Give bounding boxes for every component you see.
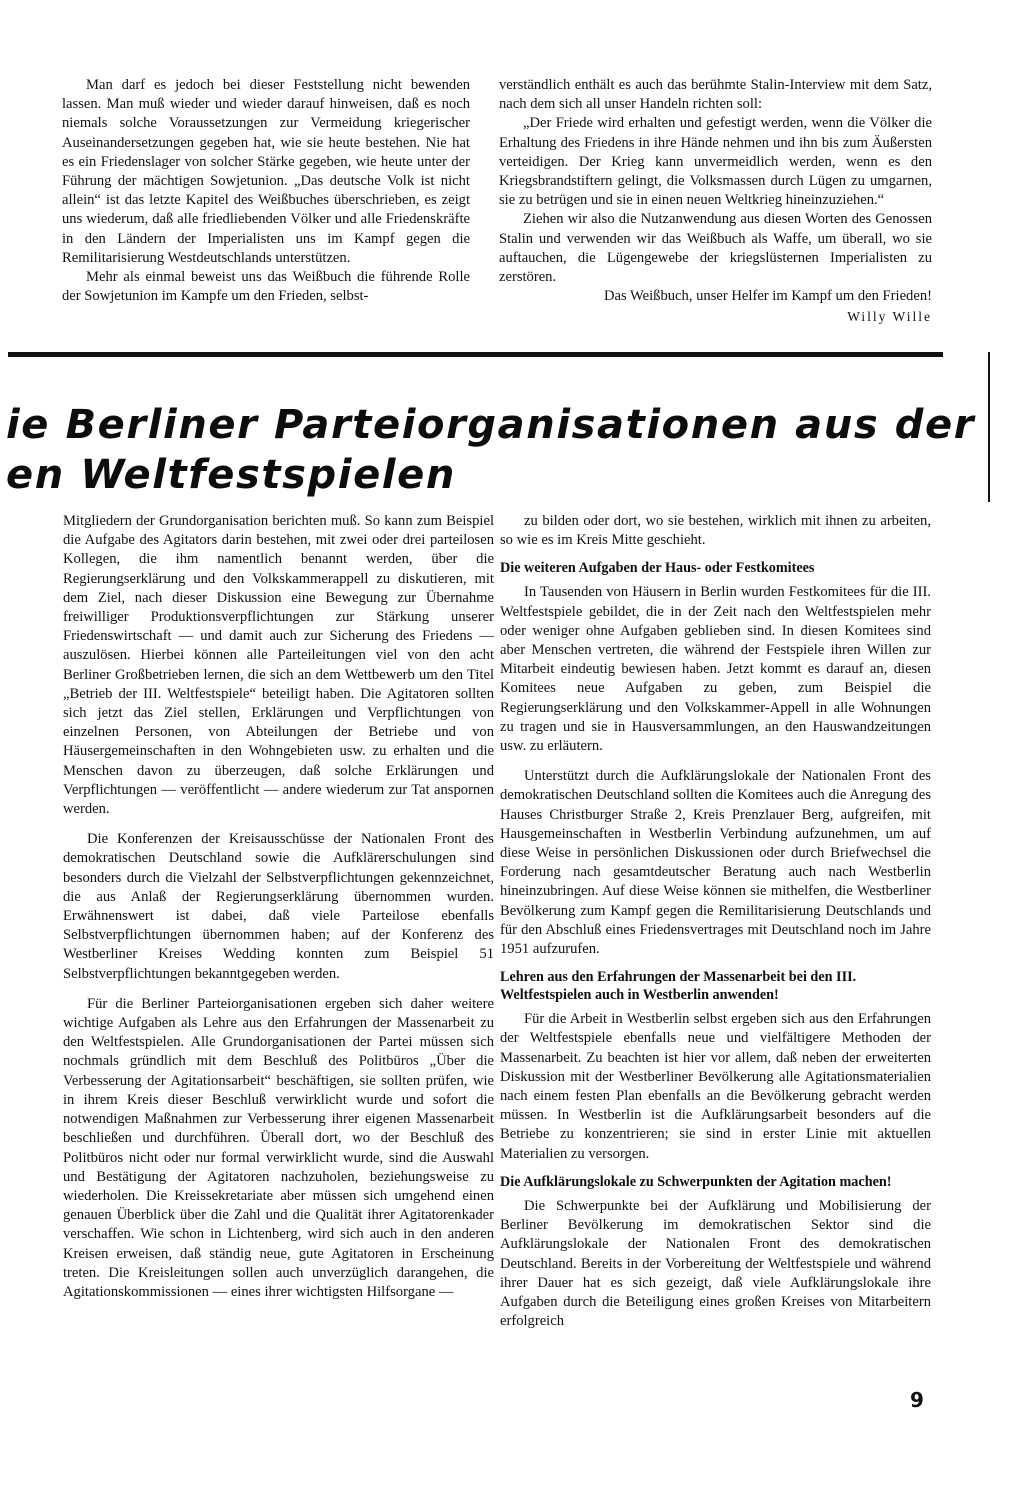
section-heading: Die Aufklärungslokale zu Schwerpunkten der Agitation machen!: [500, 1173, 892, 1190]
body-paragraph: zu bilden oder dort, wo sie bestehen, wirklich mit ihnen zu arbeiten, so wie es im Kreis Mitte geschieht.: [500, 513, 931, 549]
article-left-column: [63, 512, 494, 1302]
page-number: 9: [910, 1388, 924, 1412]
section-divider-vertical: [988, 352, 990, 502]
author-signature: Willy Wille: [847, 309, 932, 325]
body-paragraph: Für die Berliner Parteiorganisationen ergeben sich daher weitere wichtige Aufgaben als Lehre aus den Erfahrungen der Massenarbeit zu den Weltfestspielen. Alle Grundorganisationen der Partei müssen sich nochmals gründlich mit dem Beschluß des Politbüros „Über die Verbesserung der Agitationsarbeit“ beschäftigen, sie sollten prüfen, wie in ihrem Kreis dieser Beschluß verwirklicht wurde und sofort die notwendigen Maßnahmen zur Verbesserung ihrer eigenen Massenarbeit beschließen und durchführen. Überall dort, wo der Beschluß des Politbüros nicht oder nur formal verwirklicht wurde, sind die Auswahl und Bestätigung der Agitatoren nachzuholen, beziehungsweise zu wiederholen. Die Kreissekretariate aber müssen sich umgehend einen genauen Überblick über die Zahl und die Qualität ihrer Agitatorenkader verschaffen. Wie schon in Lichtenberg, wird sich auch in den anderen Kreisen erweisen, daß ständig neue, gute Agitatoren in Erscheinung treten. Die Kreisleitungen sollen auch unverzüglich darangehen, die Agitationskommissionen — eines ihrer wichtigsten Hilfsorgane —: [63, 995, 494, 1300]
top-paragraph: Mehr als einmal beweist uns das Weißbuch die führende Rolle der Sowjetunion im Kampfe um den Frieden, selbst-: [62, 269, 470, 305]
body-paragraph: Die Schwerpunkte bei der Aufklärung und Mobilisierung der Berliner Bevölkerung im demokratischen Sektor sind die Aufklärungslokale der Nationalen Front des demokratischen Deutschland. Bereits in der Vorbereitung der Weltfestspiele und während ihrer Dauer hat es sich gezeigt, daß viele Aufklärungslokale ihre Aufgaben durch die Beteiligung eines großen Kreises von Mitarbeitern erfolgreich: [500, 1197, 931, 1330]
body-paragraph: In Tausenden von Häusern in Berlin wurden Festkomitees für die III. Weltfestspiele gebildet, die in der Zeit nach den Weltfestspielen mehr oder weniger ohne Aufgaben geblieben sind. In diesen Komitees sind aber Menschen vertreten, die während der Festspiele ihren Willen zur Mitarbeit eindeutig bewiesen haben. Jetzt kommt es darauf an, diesen Komitees neue Aufgaben zu geben, zum Beispiel die Regierungserklärung und den Volkskammer-Appell in alle Wohnungen zu tragen und sie in Hausversammlungen, an den Hauswandzeitungen usw. zu erläutern.: [500, 584, 931, 755]
body-paragraph: Mitgliedern der Grundorganisation berichten muß. So kann zum Beispiel die Aufgabe des Agitators darin bestehen, mit zwei oder drei parteilosen Kollegen, die ihm namentlich benannt werden, über die Regierungserklärung und den Volkskammerappell zu diskutieren, mit dem Ziel, nach dieser Diskussion eine Bewegung zur Übernahme freiwilliger Produktionsverpflichtungen zur Stärkung unserer Friedenswirtschaft — und damit auch zur Sicherung des Friedens — auszulösen. Hierbei können alle Parteileitungen viel von den acht Berliner Großbetrieben lernen, die sich an dem Wettbewerb um den Titel „Betrieb der III. Weltfestspiele“ beteiligt haben. Die Agitatoren sollten sich jetzt das Ziel stellen, Erklärungen und Verpflichtungen von einzelnen Personen, von Abteilungen der Betriebe und von Häusergemeinschaften in den Wohngebieten usw. zu erhalten und die Menschen davon zu überzeugen, daß solche Erklärungen und Verpflichtungen — veröffentlicht — andere wiederum zur Tat anspornen werden.: [63, 513, 494, 818]
body-paragraph: Unterstützt durch die Aufklärungslokale der Nationalen Front des demokratischen Deutschland sollten die Komitees auch die Anregung des Hauses Christburger Straße 2, Kreis Prenzlauer Berg, aufgreifen, mit Hausgemeinschaften in Westberlin Verbindung aufzunehmen, um auf diese Weise in persönlichen Diskussionen oder durch Briefwechsel die Forderung nach gesamtdeutscher Beratung auch nach Westberlin hineinzubringen. Auf diese Weise können sie mithelfen, die Westberliner Bevölkerung zum Kampf gegen die Remilitarisierung Deutschlands und für den Abschluß eines Friedensvertrages mit Deutschland noch im Jahre 1951 aufzurufen.: [500, 768, 931, 958]
top-article-left-column: [62, 76, 470, 306]
body-paragraph: Für die Arbeit in Westberlin selbst ergeben sich aus den Erfahrungen der Weltfestspiele ebenfalls neue und vielfältigere Methoden der Massenarbeit. Zu beachten ist hier vor allem, daß neben der erweiterten Diskussion mit der Westberliner Bevölkerung alle Agitationsmaterialien nach einem festen Plan ebenfalls an die Bevölkerung gebracht werden müssen. In Westberlin ist die Aufklärungsarbeit besonders auf die Betriebe zu konzentrieren; sie sind in erster Linie mit aktuellen Materialien zu versorgen.: [500, 1011, 931, 1162]
top-paragraph: verständlich enthält es auch das berühmte Stalin-Interview mit dem Satz, nach dem sich all unser Handeln richten soll:: [499, 77, 932, 113]
top-paragraph: Ziehen wir also die Nutzanwendung aus diesen Worten des Genossen Stalin und verwenden wir das Weißbuch als Waffe, um überall, wo sie auftauchen, die Lügengewebe der kriegslüsternen Imperialisten zu zerstören.: [499, 211, 932, 286]
top-paragraph: Man darf es jedoch bei dieser Feststellung nicht bewenden lassen. Man muß wieder und wieder darauf hinweisen, daß es noch niemals solche Voraussetzungen zur Vermeidung kriegerischer Auseinandersetzungen gegeben hat, wie sie heute bestehen. Nie hat es ein Friedenslager von solcher Stärke gegeben, wie heute unter der Führung der mächtigen Sowjetunion. „Das deutsche Volk ist nicht allein“ ist das letzte Kapitel des Weißbuches überschrieben, es zeigt uns wiederum, daß alle friedliebenden Völker und alle Friedenskräfte in den Ländern der Imperialisten uns im Kampf gegen die Remilitarisierung Westdeutschlands unterstützen.: [62, 77, 470, 266]
article-right-column: [500, 512, 931, 1331]
stalin-quote: „Der Friede wird erhalten und gefestigt werden, wenn die Völker die Erhaltung des Friedens in ihre Hände nehmen und ihn bis zum Äußersten verteidigen. Der Krieg kann unvermeidlich werden, wenn es den Kriegsbrandstiftern gelingt, die Volksmassen durch Lügen zu umgarnen, sie zu betrügen und sie in einen neuen Weltkrieg hineinzuziehen.“: [499, 115, 932, 209]
section-heading: Die weiteren Aufgaben der Haus- oder Festkomitees: [500, 560, 815, 577]
section-heading: Lehren aus den Erfahrungen der Massenarbeit bei den III. Weltfestspielen auch in Westberlin anwenden!: [500, 969, 857, 1004]
body-paragraph: Die Konferenzen der Kreisausschüsse der Nationalen Front des demokratischen Deutschland sowie die Aufklärerschulungen sind besonders durch die Vielzahl der Selbstverpflichtungen gekennzeichnet, die aus Anlaß der Regierungserklärung übernommen wurden. Erwähnenswert ist dabei, daß viele Parteilose ebenfalls Selbstverpflichtungen übernommen haben; auf der Konferenz des Westberliner Kreises Wedding konnten zum Beispiel 51 Selbstverpflichtungen bekanntgegeben werden.: [63, 831, 494, 982]
top-article-right-column: [499, 76, 932, 327]
section-divider: [8, 352, 943, 357]
article-headline-line-1: ie Berliner Parteiorganisationen aus der: [6, 402, 976, 448]
article-headline-line-2: en Weltfestspielen: [6, 452, 456, 498]
top-paragraph: Das Weißbuch, unser Helfer im Kampf um den Frieden!: [603, 288, 932, 305]
